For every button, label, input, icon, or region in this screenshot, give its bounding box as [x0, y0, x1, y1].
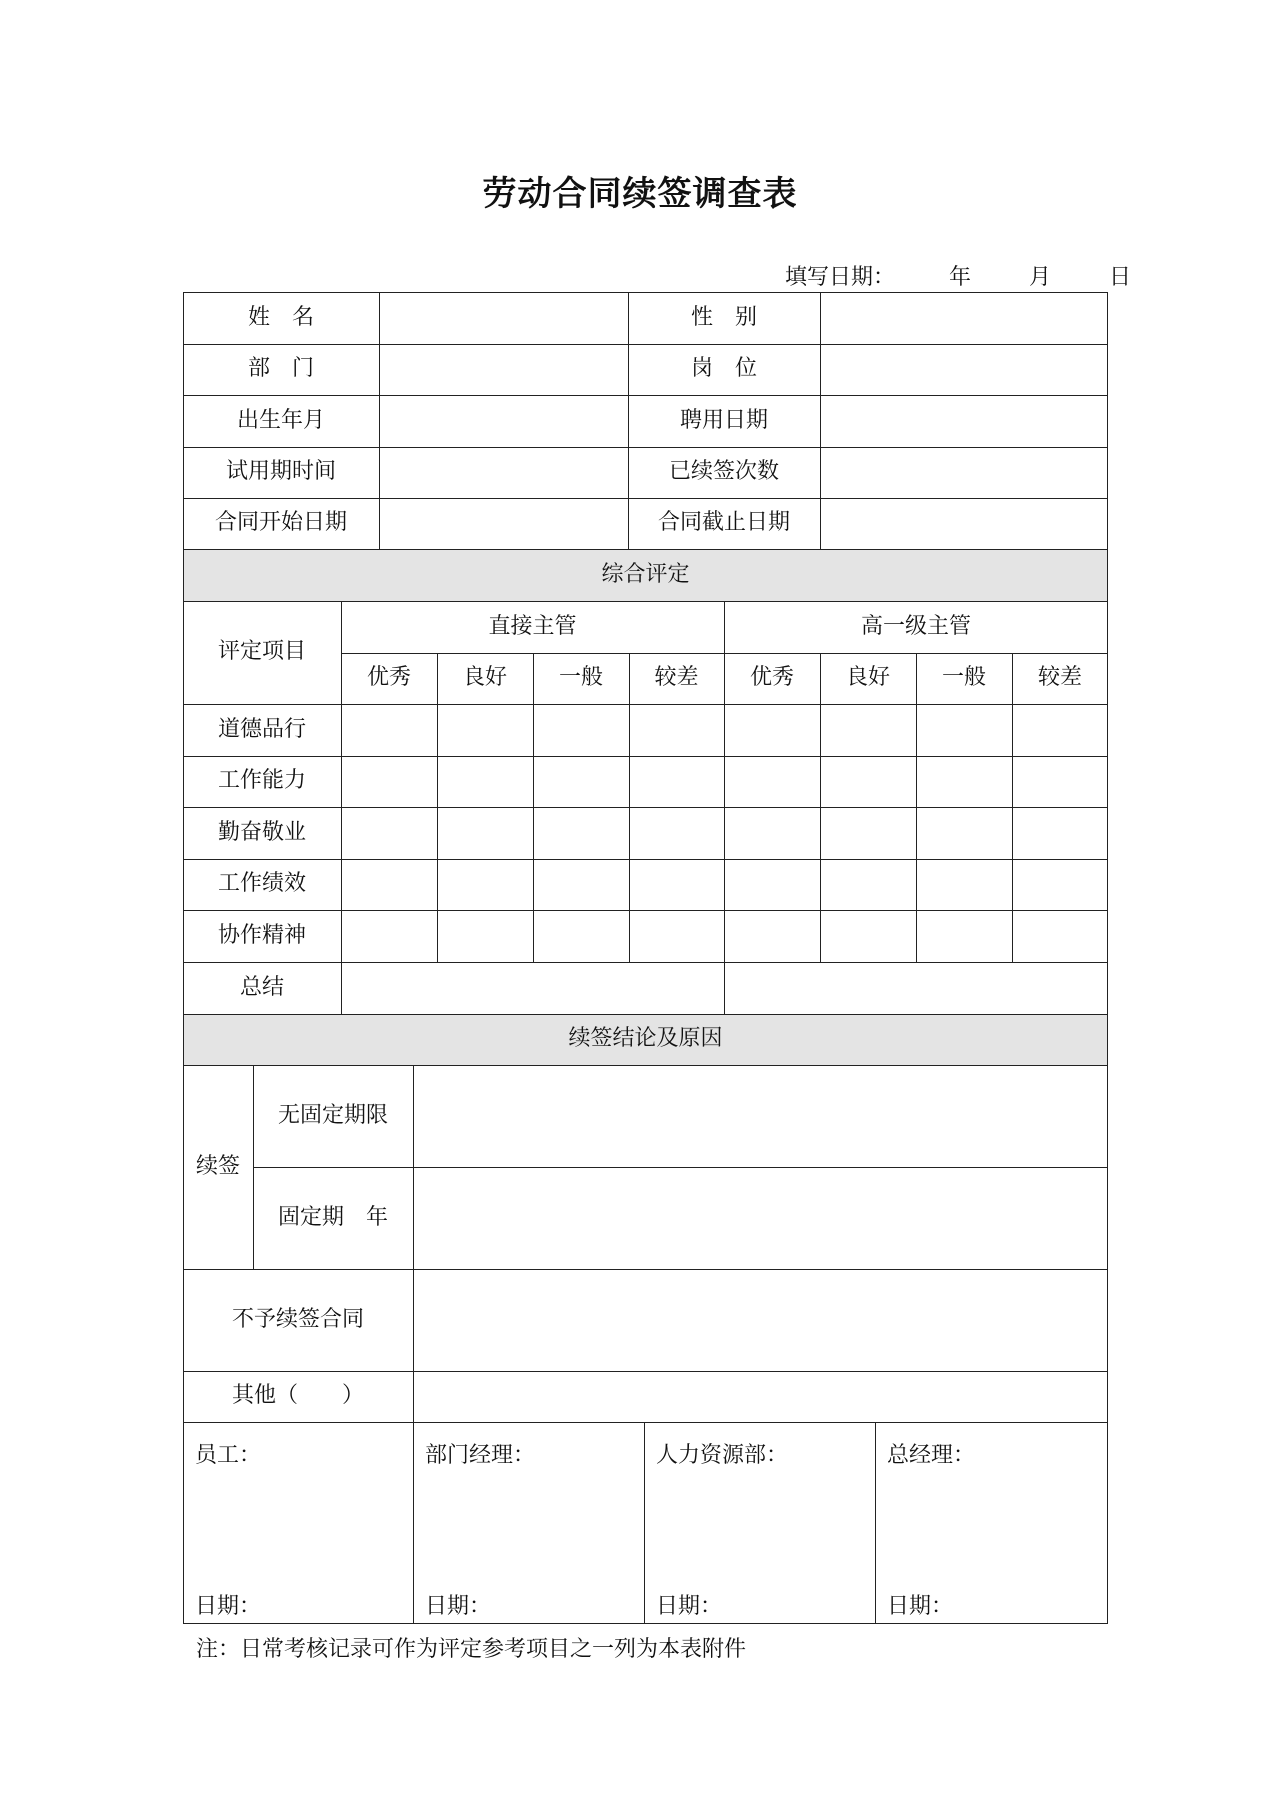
sig-gm-date: 日期： — [887, 1594, 954, 1619]
col-line — [437, 653, 438, 962]
section-evaluation-title: 综合评定 — [601, 561, 690, 587]
page-title: 劳动合同续签调查表 — [482, 174, 798, 214]
row-line — [183, 549, 1108, 550]
label-birth — [183, 395, 379, 447]
col-line — [724, 601, 725, 1014]
label-birth-text: 出生年月 — [236, 407, 325, 433]
col-line — [533, 653, 534, 962]
eval-item-teamwork — [183, 910, 341, 962]
label-name — [183, 292, 379, 344]
label-department — [183, 344, 379, 395]
label-other-text: 其他（ ） — [231, 1383, 364, 1409]
grade-direct-poor — [629, 653, 724, 704]
input-position[interactable] — [820, 344, 1108, 395]
col-line — [253, 1065, 254, 1269]
label-department-text: 部 门 — [247, 356, 314, 382]
sig-employee-label: 员工： — [195, 1443, 262, 1468]
eval-summary-text: 总结 — [239, 974, 284, 1000]
col-line — [413, 1065, 414, 1422]
fill-date-year: 年 — [949, 265, 972, 290]
grade-label: 优秀 — [366, 665, 411, 691]
grade-senior-good — [820, 653, 916, 704]
label-probation — [183, 447, 379, 498]
input-other-reason[interactable] — [413, 1371, 1108, 1422]
label-renew-text: 续签 — [195, 1153, 240, 1179]
eval-item-label: 工作绩效 — [217, 871, 306, 897]
row-line — [183, 344, 1108, 345]
eval-item-label: 协作精神 — [217, 922, 306, 948]
row-line — [183, 1422, 1108, 1423]
sig-dept-manager-label: 部门经理： — [425, 1443, 536, 1468]
input-name[interactable] — [379, 292, 628, 344]
input-probation[interactable] — [379, 447, 628, 498]
sig-gm-label: 总经理： — [887, 1443, 976, 1468]
label-contract-start — [183, 498, 379, 549]
eval-item-label: 道德品行 — [217, 716, 306, 742]
sig-employee-date: 日期： — [195, 1594, 262, 1619]
grade-direct-good — [437, 653, 533, 704]
label-renewals-text: 已续签次数 — [668, 459, 779, 485]
label-indefinite-text: 无固定期限 — [277, 1102, 388, 1128]
table-border-left — [183, 292, 184, 1624]
col-line — [875, 1422, 876, 1623]
row-line — [183, 447, 1108, 448]
summary-direct-input[interactable] — [341, 962, 724, 1014]
table-border-top — [183, 292, 1108, 293]
label-no-renew — [183, 1269, 413, 1371]
label-contract-start-text: 合同开始日期 — [214, 510, 347, 536]
fill-date — [785, 260, 1131, 291]
row-line — [253, 1167, 1108, 1168]
label-eval-item-text: 评定项目 — [217, 639, 306, 665]
summary-senior-input[interactable] — [724, 962, 1108, 1014]
row-line — [183, 704, 1108, 705]
fill-date-day: 日 — [1109, 265, 1132, 290]
label-position-text: 岗 位 — [690, 356, 757, 382]
row-line — [183, 395, 1108, 396]
input-hire-date[interactable] — [820, 395, 1108, 447]
label-direct-supervisor-text: 直接主管 — [488, 613, 577, 639]
col-line — [628, 292, 629, 549]
label-renewals — [628, 447, 820, 498]
col-line — [341, 601, 342, 1014]
grade-senior-poor — [1012, 653, 1108, 704]
label-gender — [628, 292, 820, 344]
grade-senior-excellent — [724, 653, 820, 704]
row-line — [183, 859, 1108, 860]
col-line — [820, 653, 821, 962]
label-direct-supervisor — [341, 601, 724, 653]
label-position — [628, 344, 820, 395]
col-line — [1012, 653, 1013, 962]
fill-date-label: 填写日期： — [785, 265, 896, 290]
col-line — [379, 292, 380, 549]
grade-senior-average — [916, 653, 1012, 704]
sig-hr-label: 人力资源部： — [656, 1443, 789, 1468]
grade-label: 较差 — [1037, 665, 1082, 691]
label-name-text: 姓 名 — [247, 304, 314, 330]
input-gender[interactable] — [820, 292, 1108, 344]
input-indefinite-reason[interactable] — [413, 1065, 1108, 1167]
sig-hr-date: 日期： — [656, 1594, 723, 1619]
input-contract-end[interactable] — [820, 498, 1108, 549]
label-hire-date-text: 聘用日期 — [679, 407, 768, 433]
eval-item-performance — [183, 859, 341, 910]
row-line — [183, 1371, 1108, 1372]
eval-item-label: 工作能力 — [217, 768, 306, 794]
row-line — [183, 1065, 1108, 1066]
eval-item-label: 勤奋敬业 — [217, 819, 306, 845]
col-line — [916, 653, 917, 962]
label-contract-end — [628, 498, 820, 549]
label-fixed-term-text: 固定期 年 — [277, 1204, 388, 1230]
row-line — [183, 498, 1108, 499]
col-line — [820, 292, 821, 549]
input-renewals[interactable] — [820, 447, 1108, 498]
eval-summary-label — [183, 962, 341, 1014]
row-line — [183, 1014, 1108, 1015]
section-conclusion — [183, 1014, 1108, 1065]
label-hire-date — [628, 395, 820, 447]
input-contract-start[interactable] — [379, 498, 628, 549]
section-conclusion-title: 续签结论及原因 — [568, 1026, 723, 1052]
sig-dept-manager-date: 日期： — [425, 1594, 492, 1619]
label-other — [183, 1371, 413, 1422]
grade-direct-excellent — [341, 653, 437, 704]
row-line — [183, 962, 1108, 963]
table-border-bottom — [183, 1623, 1108, 1624]
footnote: 注：日常考核记录可作为评定参考项目之一列为本表附件 — [196, 1637, 747, 1662]
label-eval-item — [183, 601, 341, 704]
grade-label: 较差 — [654, 665, 699, 691]
label-indefinite — [253, 1065, 413, 1167]
label-contract-end-text: 合同截止日期 — [657, 510, 790, 536]
col-line — [413, 1422, 414, 1623]
label-fixed-term — [253, 1167, 413, 1269]
col-line — [644, 1422, 645, 1623]
label-senior-supervisor-text: 高一级主管 — [860, 613, 971, 639]
eval-item-morality — [183, 704, 341, 756]
section-evaluation — [183, 549, 1108, 601]
table-border-right — [1107, 292, 1108, 1624]
grade-label: 一般 — [941, 665, 986, 691]
grade-direct-average — [533, 653, 629, 704]
eval-item-diligence — [183, 807, 341, 859]
row-line — [183, 910, 1108, 911]
label-gender-text: 性 别 — [690, 304, 757, 330]
label-probation-text: 试用期时间 — [225, 459, 336, 485]
row-line — [183, 601, 1108, 602]
row-line — [183, 756, 1108, 757]
row-line — [183, 807, 1108, 808]
eval-item-ability — [183, 756, 341, 807]
row-line — [183, 1269, 1108, 1270]
input-birth[interactable] — [379, 395, 628, 447]
grade-label: 优秀 — [749, 665, 794, 691]
input-no-renew-reason[interactable] — [413, 1269, 1108, 1371]
input-department[interactable] — [379, 344, 628, 395]
grade-label: 良好 — [845, 665, 890, 691]
col-line — [629, 653, 630, 962]
label-no-renew-text: 不予续签合同 — [231, 1306, 364, 1332]
grade-label: 一般 — [558, 665, 603, 691]
label-senior-supervisor — [724, 601, 1108, 653]
input-fixed-term-reason[interactable] — [413, 1167, 1108, 1269]
fill-date-month: 月 — [1029, 265, 1052, 290]
grade-label: 良好 — [462, 665, 507, 691]
label-renew — [183, 1065, 253, 1269]
